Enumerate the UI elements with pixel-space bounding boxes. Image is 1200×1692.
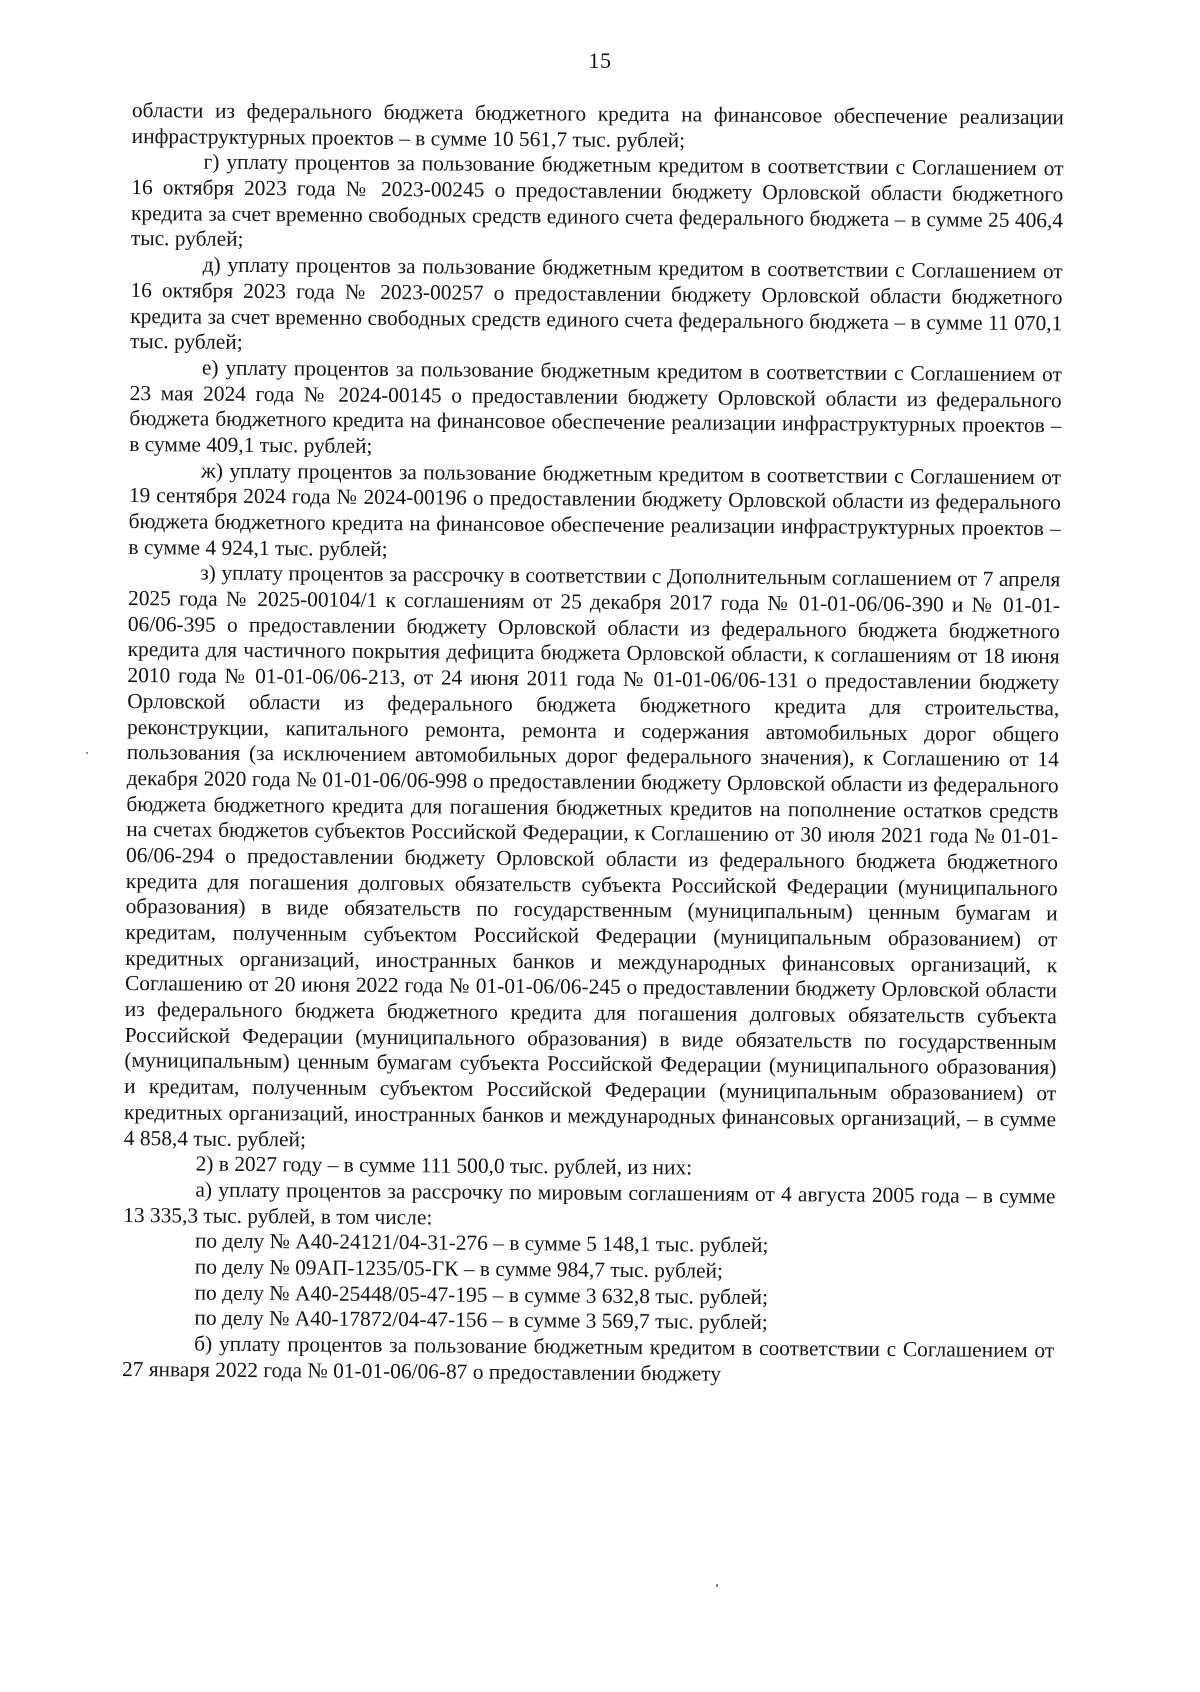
paragraph-item-g: г) уплату процентов за пользование бюджетным кредитом в соответствии с Соглашением от 16 октября 2023 года № 2023-00245 о предоставлении бюджету Орловской области бюджетного кредита за счет временно свободных средств единого счета федерального бюджета – в сумме 25 406,4 тыс. рублей; bbox=[130, 149, 1064, 252]
paragraph-item-z: з) уплату процентов за рассрочку в соответствии с Дополнительным соглашением от 7 апреля 2025 года № 2025-00104/1 к соглашениям от 25 декабря 2017 года № 01-01-06/06-390 и № 01-01-06/06-395 о предоставлении бюджету Орловской области из федерального бюджета бюджетного кредита для частичного покрытия дефицита бюджета Орловской области, к соглашениям от 18 июня 2010 года № 01-01-06/06-213, от 24 июня 2011 года № 01-01-06/06-131 о предоставлении бюджету Орловской области из федерального бюджета бюджетного кредита для строительства, реконструкции, капитального ремонта, ремонта и содержания автомобильных дорог общего пользования (за исключением автомобильных дорог федерального значения), к Соглашению от 14 декабря 2020 года № 01-01-06/06-998 о предоставлении бюджету Орловской области из федерального бюджета бюджетного кредита для погашения бюджетных кредитов на пополнение остатков средств на счетах бюджетов субъектов Российской Федерации, к Соглашению от 30 июля 2021 года № 01-01-06/06-294 о предоставлении бюджету Орловской области из федерального бюджета бюджетного кредита для погашения долговых обязательств субъекта Российской Федерации (муниципального образования) в виде обязательств по государственным (муниципальным) ценным бумагам и кредитам, полученным субъектом Российской Федерации (муниципальным образованием) от кредитных организаций, иностранных банков и международных финансовых организаций, к Соглашению от 20 июня 2022 года № 01-01-06/06-245 о предоставлении бюджету Орловской области из федерального бюджета бюджетного кредита для погашения долговых обязательств субъекта Российской Федерации (муниципального образования) в виде обязательств по государственным (муниципальным) ценным бумагам субъекта Российской Федерации (муниципального образования) и кредитам, полученным субъектом Российской Федерации (муниципальным образованием) от кредитных организаций, иностранных банков и международных финансовых организаций, – в сумме 4 858,4 тыс. рублей; bbox=[123, 560, 1061, 1151]
paragraph-item-b: б) уплату процентов за пользование бюджетным кредитом в соответствии с Соглашением от 27 января 2022 года № 01-01-06/06-87 о предоставлении бюджету bbox=[121, 1331, 1055, 1386]
case-line: по делу № А40-24121/04-31-276 – в сумме 5 148,1 тыс. рублей; bbox=[194, 1228, 769, 1258]
paragraph-item-zh: ж) уплату процентов за пользование бюджетным кредитом в соответствии с Соглашением от 19 сентября 2024 года № 2024-00196 о предоставлении бюджету Орловской области из федерального бюджета бюджетного кредита на финансовое обеспечение реализации инфраструктурных проектов – в сумме 4 924,1 тыс. рублей; bbox=[128, 458, 1062, 561]
scan-speck bbox=[716, 1584, 718, 1587]
document-body bbox=[122, 98, 1064, 1390]
case-line: по делу № 09АП-1235/05-ГК – в сумме 984,7 тыс. рублей; bbox=[194, 1254, 724, 1283]
paragraph-item-d: д) уплату процентов за пользование бюджетным кредитом в соответствии с Соглашением от 16 октября 2023 года № 2023-00257 о предоставлении бюджету Орловской области бюджетного кредита за счет временно свободных средств единого счета федерального бюджета – в сумме 11 070,1 тыс. рублей; bbox=[129, 252, 1063, 355]
case-line: по делу № А40-25448/05-47-195 – в сумме 3 632,8 тыс. рублей; bbox=[194, 1280, 769, 1309]
case-line: по делу № А40-17872/04-47-156 – в сумме 3 569,7 тыс. рублей; bbox=[194, 1305, 768, 1335]
scan-speck bbox=[86, 752, 88, 754]
paragraph-item-e: е) уплату процентов за пользование бюджетным кредитом в соответствии с Соглашением от 23 мая 2024 года № 2024-00145 о предоставлении бюджету Орловской области из федерального бюджета бюджетного кредита на финансовое обеспечение реализации инфраструктурных проектов – в сумме 409,1 тыс. рублей; bbox=[129, 355, 1062, 458]
paragraph-continuation: области из федерального бюджета бюджетного кредита на финансовое обеспечение реализации инфраструктурных проектов – в сумме 10 561,7 тыс. рублей; bbox=[131, 98, 1064, 153]
paragraph-year-2027: 2) в 2027 году – в сумме 111 500,0 тыс. рублей, из них: bbox=[195, 1151, 693, 1180]
page-number: 15 bbox=[588, 48, 612, 73]
paragraph-item-a: а) уплату процентов за рассрочку по мировым соглашениям от 4 августа 2005 года – в сумме 13 335,3 тыс. рублей, в том числе: bbox=[123, 1177, 1056, 1229]
